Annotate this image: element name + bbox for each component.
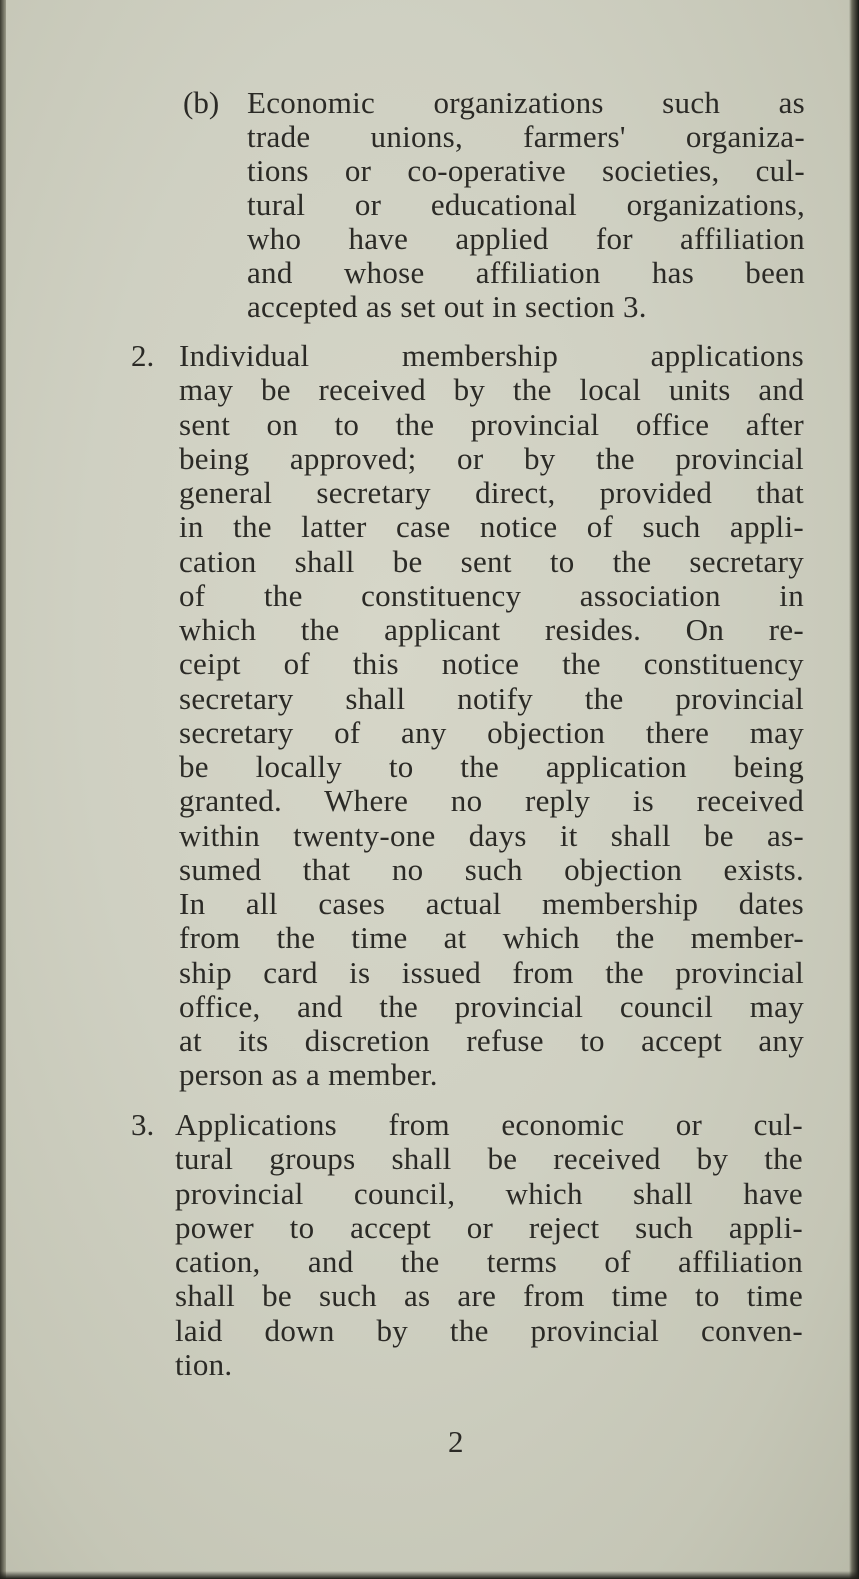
clause-marker: 3. [131,1107,155,1142]
clause-line: granted. Where no reply is received [179,783,804,818]
clause-line: cation, and the terms of affiliation [175,1244,803,1279]
clause-line: provincial council, which shall have [175,1176,803,1211]
clause-line: Applications from economic or cul- [175,1107,803,1142]
clause-line: tural or educational organizations, [247,187,805,222]
clause-line: within twenty-one days it shall be as- [179,818,804,853]
clause-line: may be received by the local units and [179,372,804,407]
clause-line: cation shall be sent to the secretary [179,544,804,579]
clause-line: tions or co-operative societies, cul- [247,153,805,188]
clause-line: from the time at which the member- [179,920,804,955]
page-number: 2 [448,1424,464,1459]
clause-line: secretary of any objection there may [179,715,804,750]
clause-line: tion. [175,1347,233,1382]
clause-line: Economic organizations such as [247,85,805,120]
clause-line: secretary shall notify the provincial [179,681,804,716]
page-edge-bottom [0,1571,859,1579]
clause-line: ship card is issued from the provincial [179,955,804,990]
clause-line: be locally to the application being [179,749,804,784]
clause-line: office, and the provincial council may [179,989,804,1024]
clause-line: of the constituency association in [179,578,804,613]
clause-line: tural groups shall be received by the [175,1141,803,1176]
clause-line: power to accept or reject such appli- [175,1210,803,1245]
clause-line: shall be such as are from time to time [175,1278,803,1313]
clause-line: Individual membership applications [179,338,804,373]
clause-line: In all cases actual membership dates [179,886,804,921]
clause-line: and whose affiliation has been [247,255,805,290]
clause-line: being approved; or by the provincial [179,441,804,476]
clause-line: in the latter case notice of such appli- [179,509,804,544]
clause-line: sumed that no such objection exists. [179,852,804,887]
clause-line: general secretary direct, provided that [179,475,804,510]
clause-marker: 2. [131,338,155,373]
clause-line: who have applied for affiliation [247,221,805,256]
page-edge-right [849,0,859,1579]
clause-line: trade unions, farmers' organiza- [247,119,805,154]
clause-line: sent on to the provincial office after [179,407,804,442]
clause-marker: (b) [183,85,220,120]
clause-line: ceipt of this notice the constituency [179,646,804,681]
clause-line: accepted as set out in section 3. [247,289,647,324]
clause-line: person as a member. [179,1057,438,1092]
clause-line: at its discretion refuse to accept any [179,1023,804,1058]
clause-line: laid down by the provincial conven- [175,1313,803,1348]
clause-line: which the applicant resides. On re- [179,612,804,647]
page-edge-left [0,0,6,1579]
